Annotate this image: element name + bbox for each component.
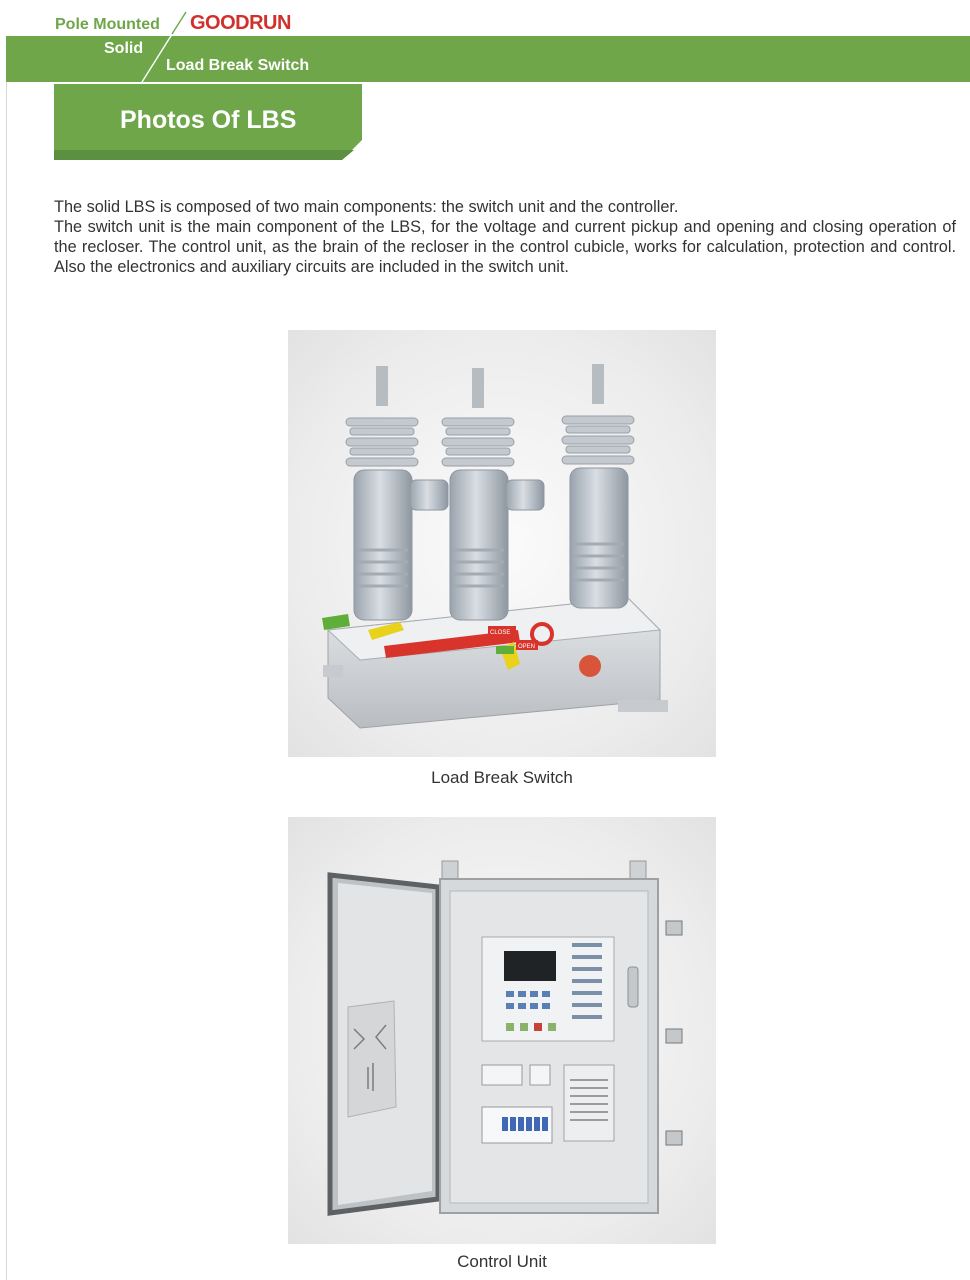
load-break-switch-photo	[288, 330, 716, 757]
pole-2	[442, 368, 544, 620]
brand-logo: GOODRUN	[190, 12, 291, 34]
intro-text	[54, 197, 956, 277]
figure-caption-switch: Load Break Switch	[431, 768, 573, 787]
figure-caption-control-unit: Control Unit	[457, 1252, 547, 1271]
section-title: Photos Of LBS	[120, 106, 297, 134]
open-label: OPEN	[518, 644, 536, 650]
pole-1	[346, 366, 448, 620]
header-category: Pole Mounted	[55, 16, 160, 33]
header-product: Load Break Switch	[166, 57, 310, 74]
page-margin-rule	[6, 38, 7, 1280]
intro-paragraph: The switch unit is the main component of the LBS, for the voltage and current pickup and opening and closing operation of the recloser. The control unit, as the brain of the recloser in the control cubicle, works for calculation, protection and control. Also the electronics and auxiliary circuits are included in the switch unit.	[54, 218, 956, 276]
intro-line: The solid LBS is composed of two main components: the switch unit and the controller.	[54, 198, 679, 216]
pole-3	[562, 364, 634, 608]
header-subtitle: Solid	[104, 40, 144, 57]
close-label: CLOSE	[490, 630, 511, 636]
control-unit-photo	[288, 817, 716, 1244]
